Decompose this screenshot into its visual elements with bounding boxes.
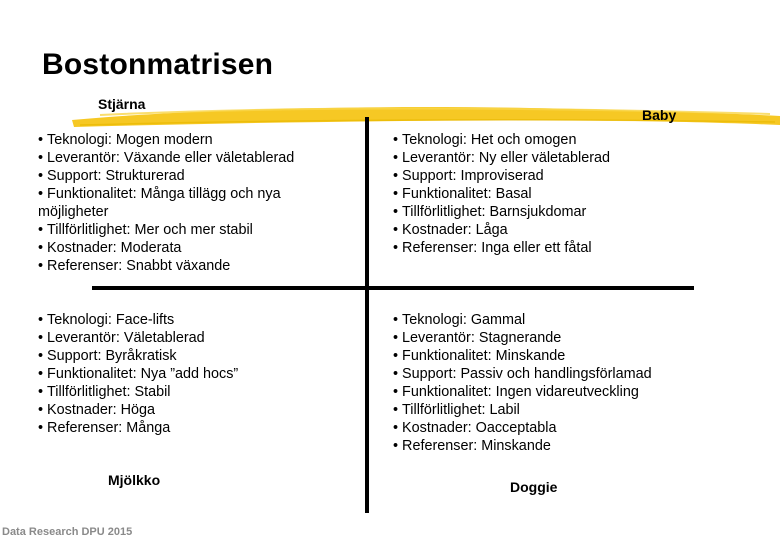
- list-item: • Referenser: Snabbt växande: [38, 257, 338, 275]
- list-item: • Referenser: Minskande: [393, 437, 723, 455]
- list-item: • Teknologi: Gammal: [393, 311, 723, 329]
- list-item: • Support: Strukturerad: [38, 167, 338, 185]
- list-item: • Teknologi: Het och omogen: [393, 131, 723, 149]
- quadrant-star-list: [38, 131, 338, 275]
- list-item: • Support: Byråkratisk: [38, 347, 338, 365]
- quadrant-baby-list: [393, 131, 723, 257]
- vertical-axis-line: [365, 117, 369, 513]
- list-item: • Funktionalitet: Basal: [393, 185, 723, 203]
- list-item: • Support: Improviserad: [393, 167, 723, 185]
- list-item: • Teknologi: Mogen modern: [38, 131, 338, 149]
- list-item: • Leverantör: Ny eller väletablerad: [393, 149, 723, 167]
- slide-title: Bostonmatrisen: [42, 48, 274, 81]
- quadrant-label-baby: Baby: [642, 107, 677, 123]
- list-item: • Tillförlitlighet: Barnsjukdomar: [393, 203, 723, 221]
- list-item: • Funktionalitet: Många tillägg och nya möjligheter: [38, 185, 338, 221]
- quadrant-dog-list: [393, 311, 723, 455]
- list-item: • Leverantör: Väletablerad: [38, 329, 338, 347]
- list-item: • Kostnader: Höga: [38, 401, 338, 419]
- list-item: • Kostnader: Oacceptabla: [393, 419, 723, 437]
- list-item: • Funktionalitet: Minskande: [393, 347, 723, 365]
- horizontal-axis-line: [92, 286, 694, 290]
- list-item: • Support: Passiv och handlingsförlamad: [393, 365, 723, 383]
- list-item: • Leverantör: Växande eller väletablerad: [38, 149, 338, 167]
- list-item: • Referenser: Inga eller ett fåtal: [393, 239, 723, 257]
- list-item: • Kostnader: Låga: [393, 221, 723, 239]
- list-item: • Kostnader: Moderata: [38, 239, 338, 257]
- list-item: • Funktionalitet: Ingen vidareutveckling: [393, 383, 723, 401]
- list-item: • Leverantör: Stagnerande: [393, 329, 723, 347]
- list-item: • Funktionalitet: Nya ”add hocs”: [38, 365, 338, 383]
- list-item: • Tillförlitlighet: Labil: [393, 401, 723, 419]
- list-item: • Teknologi: Face-lifts: [38, 311, 338, 329]
- quadrant-label-dog: Doggie: [510, 479, 558, 495]
- list-item: • Referenser: Många: [38, 419, 338, 437]
- list-item: • Tillförlitlighet: Stabil: [38, 383, 338, 401]
- list-item: • Tillförlitlighet: Mer och mer stabil: [38, 221, 338, 239]
- footer-credit: Data Research DPU 2015: [2, 526, 133, 538]
- quadrant-label-star: Stjärna: [98, 96, 146, 112]
- quadrant-cashcow-list: [38, 311, 338, 437]
- quadrant-label-cashcow: Mjölkko: [108, 472, 161, 488]
